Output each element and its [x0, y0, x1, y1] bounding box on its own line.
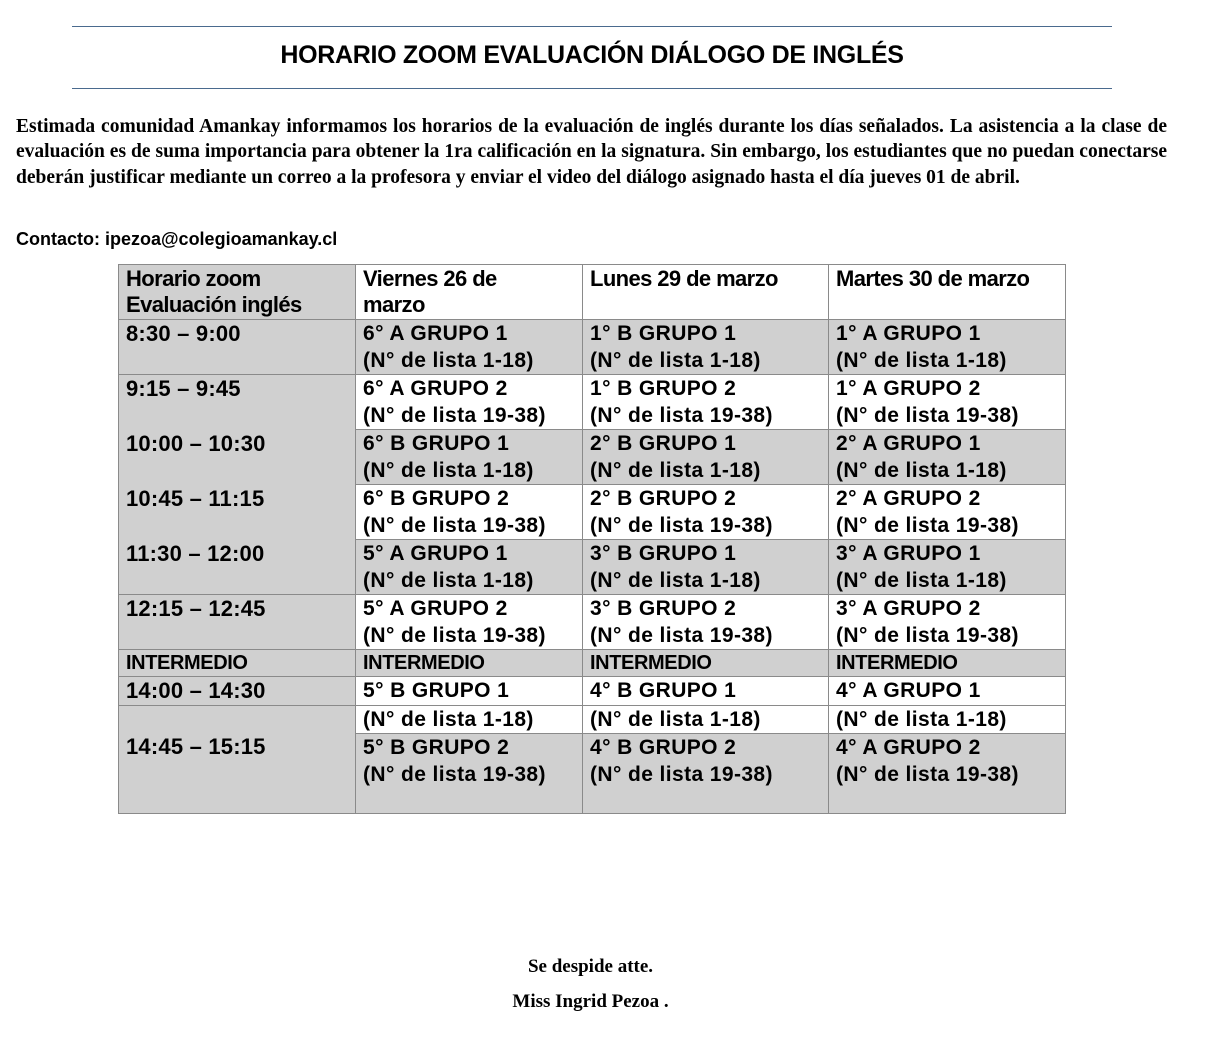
time-cell	[119, 650, 356, 677]
header-cell-friday	[356, 265, 583, 320]
break-label: INTERMEDIO	[363, 652, 485, 674]
group-label: 3° A GRUPO 2	[836, 597, 981, 620]
time-label: 12:15 – 12:45	[126, 596, 266, 621]
time-cell	[119, 540, 356, 595]
time-cell	[119, 595, 356, 650]
list-range: (N° de lista 19-38)	[590, 762, 773, 786]
group-label: 5° B GRUPO 1	[363, 679, 510, 702]
schedule-cell	[356, 540, 583, 595]
list-range: (N° de lista 1-18)	[836, 707, 1007, 731]
schedule-cell	[583, 485, 829, 540]
header-label: Martes 30 de marzo	[836, 266, 1030, 291]
group-label: 5° B GRUPO 2	[363, 736, 510, 759]
schedule-cell	[583, 540, 829, 595]
group-label: 3° B GRUPO 1	[590, 542, 737, 565]
schedule-cell	[829, 375, 1066, 430]
table-row	[119, 540, 1066, 595]
time-label: 8:30 – 9:00	[126, 321, 241, 346]
list-range: (N° de lista 19-38)	[363, 623, 546, 647]
list-range: (N° de lista 19-38)	[590, 403, 773, 427]
table-row	[119, 320, 1066, 375]
table-row	[119, 430, 1066, 485]
top-divider	[72, 26, 1112, 27]
time-cell	[119, 375, 356, 430]
header-label: Evaluación inglés	[126, 292, 302, 317]
schedule-cell	[829, 430, 1066, 485]
schedule-cell	[583, 734, 829, 814]
group-label: 1° A GRUPO 1	[836, 322, 981, 345]
schedule-cell	[583, 677, 829, 706]
list-range: (N° de lista 19-38)	[836, 403, 1019, 427]
group-label: 2° B GRUPO 1	[590, 432, 737, 455]
schedule-cell	[356, 677, 583, 706]
list-range: (N° de lista 1-18)	[363, 568, 534, 592]
schedule-cell	[583, 650, 829, 677]
contact-line: Contacto: ipezoa@colegioamankay.cl	[16, 229, 338, 249]
break-label: INTERMEDIO	[590, 652, 712, 674]
schedule-cell	[356, 485, 583, 540]
schedule-cell	[583, 320, 829, 375]
list-range: (N° de lista 1-18)	[363, 458, 534, 482]
table-row	[119, 595, 1066, 650]
list-range: (N° de lista 19-38)	[836, 762, 1019, 786]
group-label: 5° A GRUPO 2	[363, 597, 508, 620]
schedule-cell	[356, 430, 583, 485]
table-row	[119, 375, 1066, 430]
list-range: (N° de lista 1-18)	[590, 348, 761, 372]
schedule-cell	[829, 320, 1066, 375]
table-row	[119, 677, 1066, 706]
time-cell	[119, 430, 356, 485]
signature-name: Miss Ingrid Pezoa .	[512, 991, 669, 1012]
time-label: INTERMEDIO	[126, 652, 248, 674]
group-label: 6° A GRUPO 2	[363, 377, 508, 400]
schedule-cell	[829, 734, 1066, 814]
schedule-cell	[829, 595, 1066, 650]
schedule-table	[118, 264, 1066, 814]
group-label: 4° A GRUPO 1	[836, 679, 981, 702]
group-label: 3° B GRUPO 2	[590, 597, 737, 620]
schedule-cell	[583, 430, 829, 485]
schedule-cell	[356, 595, 583, 650]
schedule-cell	[829, 650, 1066, 677]
header-label: Lunes 29 de marzo	[590, 266, 778, 291]
list-range: (N° de lista 1-18)	[590, 568, 761, 592]
header-cell-monday	[583, 265, 829, 320]
group-label: 1° B GRUPO 1	[590, 322, 737, 345]
header-label: Viernes 26 de	[363, 266, 497, 291]
group-label: 4° B GRUPO 2	[590, 736, 737, 759]
group-label: 6° A GRUPO 1	[363, 322, 508, 345]
list-range: (N° de lista 19-38)	[363, 513, 546, 537]
intro-paragraph: Estimada comunidad Amankay informamos los horarios de la evaluación de inglés durante los días señalados. La asistencia a la clase de evaluación es de suma importancia para obtener la 1ra calificación en la signatura. Sin embargo, los estudiantes que no puedan conectarse deberán justificar mediante un correo a la profesora y enviar el video del diálogo asignado hasta el día jueves 01 de abril.	[16, 116, 1167, 188]
group-label: 4° B GRUPO 1	[590, 679, 737, 702]
time-label: 14:00 – 14:30	[126, 678, 266, 703]
table-row	[119, 705, 1066, 734]
schedule-cell	[829, 705, 1066, 734]
schedule-cell	[356, 705, 583, 734]
table-row	[119, 485, 1066, 540]
schedule-cell	[829, 677, 1066, 706]
list-range: (N° de lista 19-38)	[363, 403, 546, 427]
list-range: (N° de lista 1-18)	[363, 707, 534, 731]
group-label: 2° A GRUPO 1	[836, 432, 981, 455]
schedule-cell	[583, 375, 829, 430]
schedule-cell	[829, 485, 1066, 540]
group-label: 3° A GRUPO 1	[836, 542, 981, 565]
list-range: (N° de lista 1-18)	[836, 348, 1007, 372]
list-range: (N° de lista 19-38)	[363, 762, 546, 786]
group-label: 1° A GRUPO 2	[836, 377, 981, 400]
table-header-row	[119, 265, 1066, 320]
list-range: (N° de lista 19-38)	[836, 513, 1019, 537]
schedule-cell	[829, 540, 1066, 595]
time-label: 10:45 – 11:15	[126, 485, 265, 511]
list-range: (N° de lista 19-38)	[590, 623, 773, 647]
list-range: (N° de lista 1-18)	[590, 707, 761, 731]
time-label: 14:45 – 15:15	[126, 733, 266, 759]
list-range: (N° de lista 1-18)	[363, 348, 534, 372]
document-title: HORARIO ZOOM EVALUACIÓN DIÁLOGO DE INGLÉS	[280, 41, 904, 69]
list-range: (N° de lista 19-38)	[836, 623, 1019, 647]
break-label: INTERMEDIO	[836, 652, 958, 674]
header-label: marzo	[363, 292, 425, 317]
time-cell	[119, 485, 356, 540]
schedule-cell	[356, 320, 583, 375]
time-cell	[119, 320, 356, 375]
list-range: (N° de lista 1-18)	[836, 458, 1007, 482]
group-label: 2° B GRUPO 2	[590, 487, 737, 510]
schedule-cell	[583, 705, 829, 734]
schedule-cell	[583, 595, 829, 650]
intermedio-row	[119, 650, 1066, 677]
time-label: 10:00 – 10:30	[126, 430, 266, 456]
schedule-cell	[356, 650, 583, 677]
time-label: 9:15 – 9:45	[126, 376, 241, 401]
bottom-divider	[72, 88, 1112, 89]
list-range: (N° de lista 19-38)	[590, 513, 773, 537]
schedule-cell	[356, 375, 583, 430]
time-label: 11:30 – 12:00	[126, 540, 265, 566]
list-range: (N° de lista 1-18)	[590, 458, 761, 482]
header-cell-time	[119, 265, 356, 320]
time-cell	[119, 677, 356, 706]
header-cell-tuesday	[829, 265, 1066, 320]
time-cell	[119, 705, 356, 814]
closing-greeting: Se despide atte.	[527, 956, 654, 977]
list-range: (N° de lista 1-18)	[836, 568, 1007, 592]
group-label: 2° A GRUPO 2	[836, 487, 981, 510]
header-label: Horario zoom	[126, 266, 261, 291]
group-label: 4° A GRUPO 2	[836, 736, 981, 759]
group-label: 1° B GRUPO 2	[590, 377, 737, 400]
group-label: 5° A GRUPO 1	[363, 542, 508, 565]
group-label: 6° B GRUPO 2	[363, 487, 510, 510]
schedule-cell	[356, 734, 583, 814]
group-label: 6° B GRUPO 1	[363, 432, 510, 455]
